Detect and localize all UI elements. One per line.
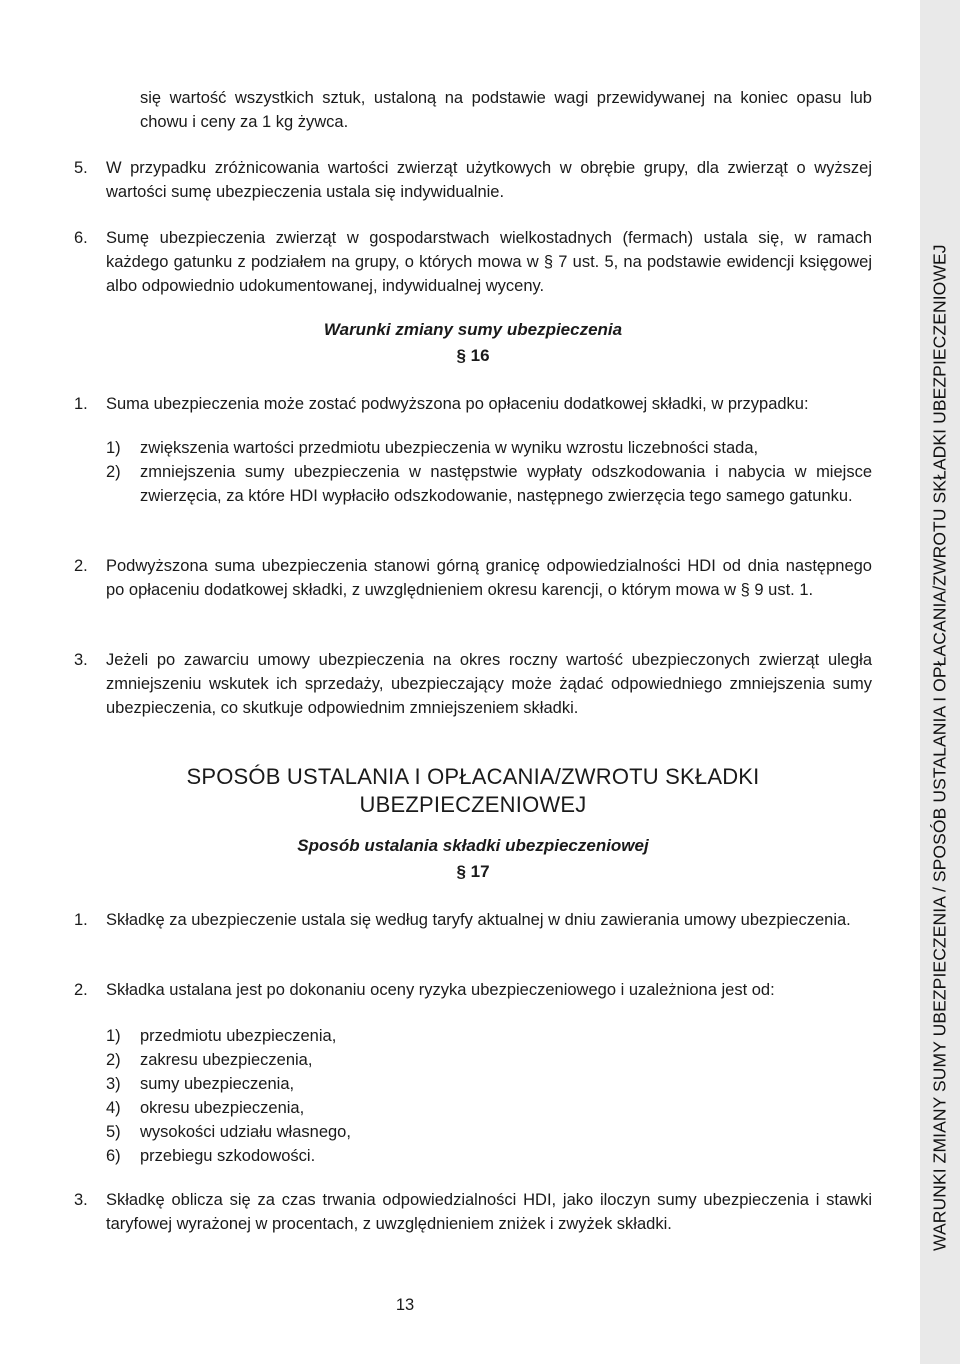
list-item [106,1144,872,1168]
section-16-number: § 16 [456,346,490,365]
sec16-item-1 [74,392,872,416]
paragraph-item-6 [74,226,872,298]
sec16-item-1-sublist [106,436,872,508]
item-text: Sumę ubezpieczenia zwierząt w gospodarstwach wielkostadnych (fermach) ustala się, w ramach każdego gatunku z podziałem na grupy, o których mowa w § 7 ust. 5, na podstawie ewidencji księgowej albo odpowiednio udokumentowanej, indywidualnej wyceny. [106,229,872,295]
list-number: 1) [106,1027,121,1045]
chapter-title-line-1: SPOSÓB USTALANIA I OPŁACANIA/ZWROTU SKŁADKI [186,764,760,789]
section-17-heading: Sposób ustalania składki ubezpieczeniowej [297,836,649,855]
item-text: Składka ustalana jest po dokonaniu oceny ryzyka ubezpieczeniowego i uzależniona jest od: [106,981,775,999]
item-number: 5. [74,159,88,177]
list-item [106,1048,872,1072]
list-number: 4) [106,1099,121,1117]
list-text: przebiegu szkodowości. [140,1147,316,1165]
item-number: 2. [74,557,88,575]
item-number: 3. [74,1191,88,1209]
item-text: W przypadku zróżnicowania wartości zwierząt użytkowych w obrębie grupy, dla zwierząt o wyższej wartości sumę ubezpieczenia ustala się indywidualnie. [106,159,872,201]
side-strip [920,0,960,1364]
list-text: zmniejszenia sumy ubezpieczenia w następstwie wypłaty odszkodowania i nabycia w miejsce zwierzęcia, za które HDI wypłaciło odszkodowanie, następnego zwierzęcia tego samego gatunku. [140,463,872,505]
list-number: 5) [106,1123,121,1141]
list-number: 6) [106,1147,121,1165]
sec16-item-2 [74,554,872,602]
list-text: zwiększenia wartości przedmiotu ubezpieczenia w wyniku wzrostu liczebności stada, [140,439,759,457]
list-item [106,1024,872,1048]
list-text: przedmiotu ubezpieczenia, [140,1027,337,1045]
item-number: 3. [74,651,88,669]
list-number: 1) [106,439,121,457]
side-running-header: WARUNKI ZMIANY SUMY UBEZPIECZENIA / SPOSÓB USTALANIA I OPŁACANIA/ZWROTU SKŁADKI UBEZPIECZENIOWEJ [929,244,950,1251]
item-text: Jeżeli po zawarciu umowy ubezpieczenia na okres roczny wartość ubezpieczonych zwierząt uległa zmniejszeniu wskutek ich sprzedaży, ubezpieczający może żądać odpowiedniego zmniejszenia sumy ubezpieczenia, co skutkuje odpowiednim zmniejszeniem składki. [106,651,872,717]
sec16-item-3 [74,648,872,720]
sec17-item-3 [74,1188,872,1236]
sec17-item-2-sublist [106,1024,872,1168]
item-number: 2. [74,981,88,999]
list-text: sumy ubezpieczenia, [140,1075,295,1093]
list-item [106,1072,872,1096]
item-number: 1. [74,395,88,413]
list-item [106,1096,872,1120]
section-17-number: § 17 [456,862,490,881]
intro-continuation: się wartość wszystkich sztuk, ustaloną na podstawie wagi przewidywanej na koniec opasu lub chowu i ceny za 1 kg żywca. [140,89,872,131]
paragraph-item-5 [74,156,872,204]
list-text: okresu ubezpieczenia, [140,1099,305,1117]
list-item [106,460,872,508]
sec17-item-2 [74,978,872,1002]
list-number: 2) [106,1051,121,1069]
chapter-title-line-2: UBEZPIECZENIOWEJ [359,792,587,817]
list-item [106,1120,872,1144]
list-item [106,436,872,460]
sec17-item-1 [74,908,872,932]
page-number: 13 [395,1296,415,1314]
item-text: Podwyższona suma ubezpieczenia stanowi górną granicę odpowiedzialności HDI od dnia następnego po opłaceniu dodatkowej składki, z uwzględnieniem okresu karencji, o którym mowa w § 9 ust. 1. [106,557,872,599]
list-number: 2) [106,463,121,481]
item-text: Składkę za ubezpieczenie ustala się według taryfy aktualnej w dniu zawierania umowy ubezpieczenia. [106,911,851,929]
item-text: Składkę oblicza się za czas trwania odpowiedzialności HDI, jako iloczyn sumy ubezpieczenia i stawki taryfowej wyrażonej w procentach, z uwzględnieniem zniżek i zwyżek składki. [106,1191,872,1233]
list-text: zakresu ubezpieczenia, [140,1051,313,1069]
item-text: Suma ubezpieczenia może zostać podwyższona po opłaceniu dodatkowej składki, w przypadku: [106,395,809,413]
item-number: 6. [74,229,88,247]
section-16-heading: Warunki zmiany sumy ubezpieczenia [323,320,623,339]
list-text: wysokości udziału własnego, [140,1123,351,1141]
item-number: 1. [74,911,88,929]
list-number: 3) [106,1075,121,1093]
